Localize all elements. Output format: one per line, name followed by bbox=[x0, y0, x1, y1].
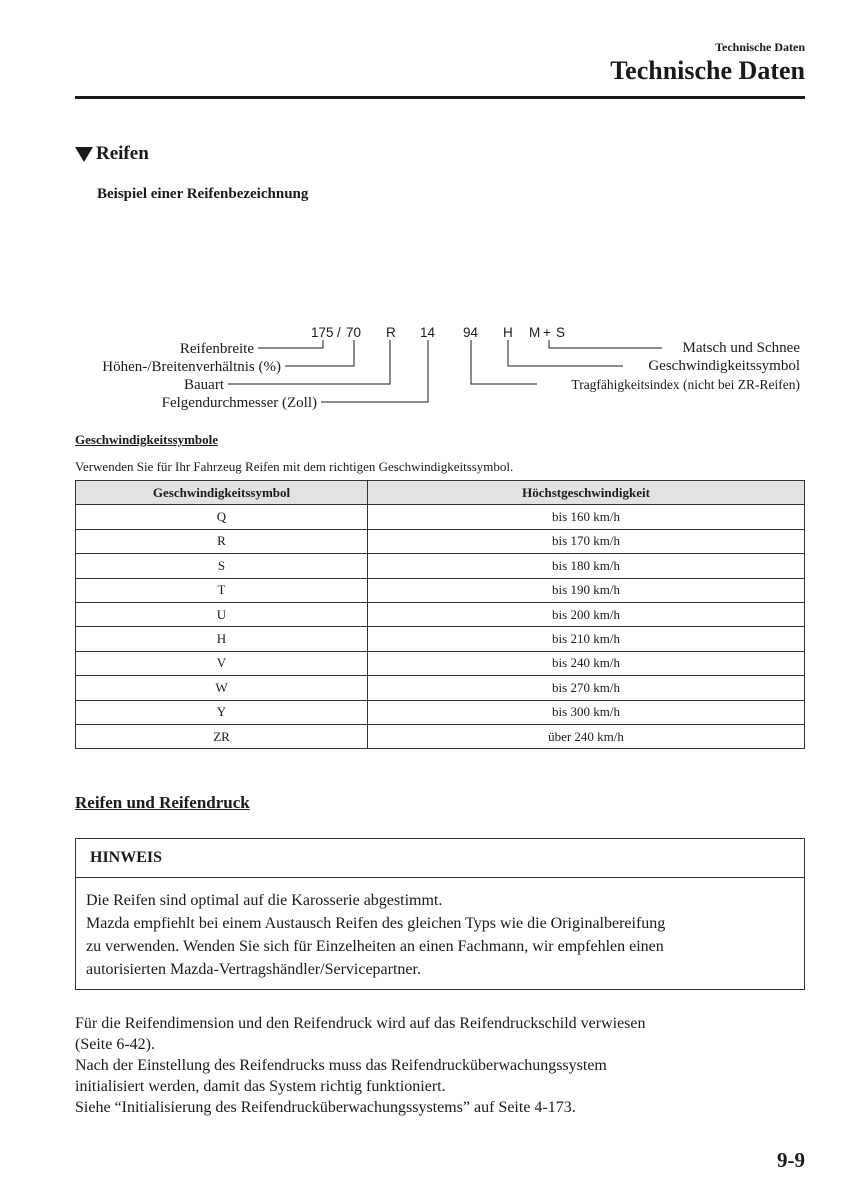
label-speed-symbol: Geschwindigkeitssymbol bbox=[648, 358, 800, 374]
note-line: autorisierten Mazda-Vertragshändler/Servicepartner. bbox=[86, 961, 421, 978]
connector-load-index bbox=[471, 340, 537, 384]
running-header: Technische Daten bbox=[715, 40, 805, 54]
max-speed-cell: bis 210 km/h bbox=[368, 627, 805, 651]
table-row bbox=[76, 651, 805, 675]
code-mud: M bbox=[529, 325, 541, 340]
table-row bbox=[76, 578, 805, 602]
speed-symbol-cell: Y bbox=[76, 700, 368, 724]
max-speed-cell: bis 270 km/h bbox=[368, 676, 805, 700]
speed-symbols-heading: Geschwindigkeitssymbole bbox=[75, 432, 219, 447]
section-title: Reifen bbox=[96, 143, 149, 164]
max-speed-cell: bis 160 km/h bbox=[368, 505, 805, 529]
column-header: Geschwindigkeitssymbol bbox=[76, 481, 368, 505]
table-row bbox=[76, 676, 805, 700]
connector-rim-diameter bbox=[321, 340, 428, 402]
speed-symbol-cell: R bbox=[76, 529, 368, 553]
connector-speed-symbol bbox=[508, 340, 623, 366]
max-speed-cell: bis 200 km/h bbox=[368, 602, 805, 626]
label-aspect-ratio: Höhen-/Breitenverhältnis (%) bbox=[102, 359, 281, 375]
table-row bbox=[76, 724, 805, 748]
table-row bbox=[76, 700, 805, 724]
connector-mud-snow bbox=[549, 340, 662, 348]
code-width: 175 bbox=[311, 325, 334, 340]
label-load-index: Tragfähigkeitsindex (nicht bei ZR-Reifen) bbox=[571, 377, 800, 392]
page-number: 9-9 bbox=[777, 1148, 805, 1172]
label-mud-snow: Matsch und Schnee bbox=[682, 340, 800, 356]
triangle-down-icon bbox=[75, 147, 93, 162]
table-row bbox=[76, 529, 805, 553]
code-construction: R bbox=[386, 325, 396, 340]
note-body bbox=[86, 889, 798, 981]
max-speed-cell: bis 180 km/h bbox=[368, 554, 805, 578]
code-snow: S bbox=[556, 325, 566, 340]
connector-tire-width bbox=[258, 340, 323, 348]
column-header: Höchstgeschwindigkeit bbox=[368, 481, 805, 505]
max-speed-cell: bis 190 km/h bbox=[368, 578, 805, 602]
body-line: initialisiert werden, damit das System richtig funktioniert. bbox=[75, 1078, 446, 1095]
speed-symbol-cell: Q bbox=[76, 505, 368, 529]
tire-designation-diagram bbox=[0, 315, 845, 415]
speed-symbols-intro: Verwenden Sie für Ihr Fahrzeug Reifen mit dem richtigen Geschwindigkeitssymbol. bbox=[75, 459, 514, 474]
table-header-row bbox=[76, 481, 805, 505]
note-header bbox=[76, 839, 804, 878]
section-heading bbox=[75, 143, 149, 165]
code-speed: H bbox=[503, 325, 513, 340]
code-plus: + bbox=[543, 325, 551, 340]
speed-symbol-cell: H bbox=[76, 627, 368, 651]
header-rule bbox=[75, 96, 805, 99]
max-speed-cell: bis 240 km/h bbox=[368, 651, 805, 675]
table-row bbox=[76, 505, 805, 529]
tire-pressure-heading: Reifen und Reifendruck bbox=[75, 793, 250, 812]
code-slash: / bbox=[337, 325, 341, 340]
example-heading: Beispiel einer Reifenbezeichnung bbox=[97, 186, 309, 202]
code-ratio: 70 bbox=[346, 325, 362, 340]
note-line: zu verwenden. Wenden Sie sich für Einzelheiten an einen Fachmann, wir empfehlen einen bbox=[86, 938, 664, 955]
label-rim-diameter: Felgendurchmesser (Zoll) bbox=[161, 395, 317, 411]
note-line: Die Reifen sind optimal auf die Karosserie abgestimmt. bbox=[86, 892, 443, 909]
label-construction: Bauart bbox=[184, 377, 224, 393]
label-tire-width: Reifenbreite bbox=[179, 341, 254, 357]
speed-symbol-cell: V bbox=[76, 651, 368, 675]
speed-symbol-cell: ZR bbox=[76, 724, 368, 748]
note-box bbox=[75, 838, 805, 990]
note-heading: HINWEIS bbox=[90, 849, 163, 866]
body-paragraph bbox=[75, 1013, 805, 1118]
max-speed-cell: bis 300 km/h bbox=[368, 700, 805, 724]
connector-aspect-ratio bbox=[285, 340, 354, 366]
table-row bbox=[76, 554, 805, 578]
body-line: (Seite 6-42). bbox=[75, 1036, 155, 1053]
body-line: Nach der Einstellung des Reifendrucks muss das Reifendrucküberwachungssystem bbox=[75, 1057, 607, 1074]
speed-symbol-table bbox=[75, 480, 805, 749]
body-line: Siehe “Initialisierung des Reifendrucküberwachungssystems” auf Seite 4-173. bbox=[75, 1099, 576, 1116]
note-line: Mazda empfiehlt bei einem Austausch Reifen des gleichen Typs wie die Originalbereifung bbox=[86, 915, 666, 932]
max-speed-cell: bis 170 km/h bbox=[368, 529, 805, 553]
speed-symbol-cell: W bbox=[76, 676, 368, 700]
speed-symbol-cell: S bbox=[76, 554, 368, 578]
speed-symbol-cell: T bbox=[76, 578, 368, 602]
table-row bbox=[76, 627, 805, 651]
code-load-index: 94 bbox=[463, 325, 479, 340]
code-rim: 14 bbox=[420, 325, 436, 340]
speed-symbol-cell: U bbox=[76, 602, 368, 626]
table-row bbox=[76, 602, 805, 626]
max-speed-cell: über 240 km/h bbox=[368, 724, 805, 748]
chapter-title: Technische Daten bbox=[610, 56, 805, 85]
body-line: Für die Reifendimension und den Reifendruck wird auf das Reifendruckschild verwiesen bbox=[75, 1015, 646, 1032]
